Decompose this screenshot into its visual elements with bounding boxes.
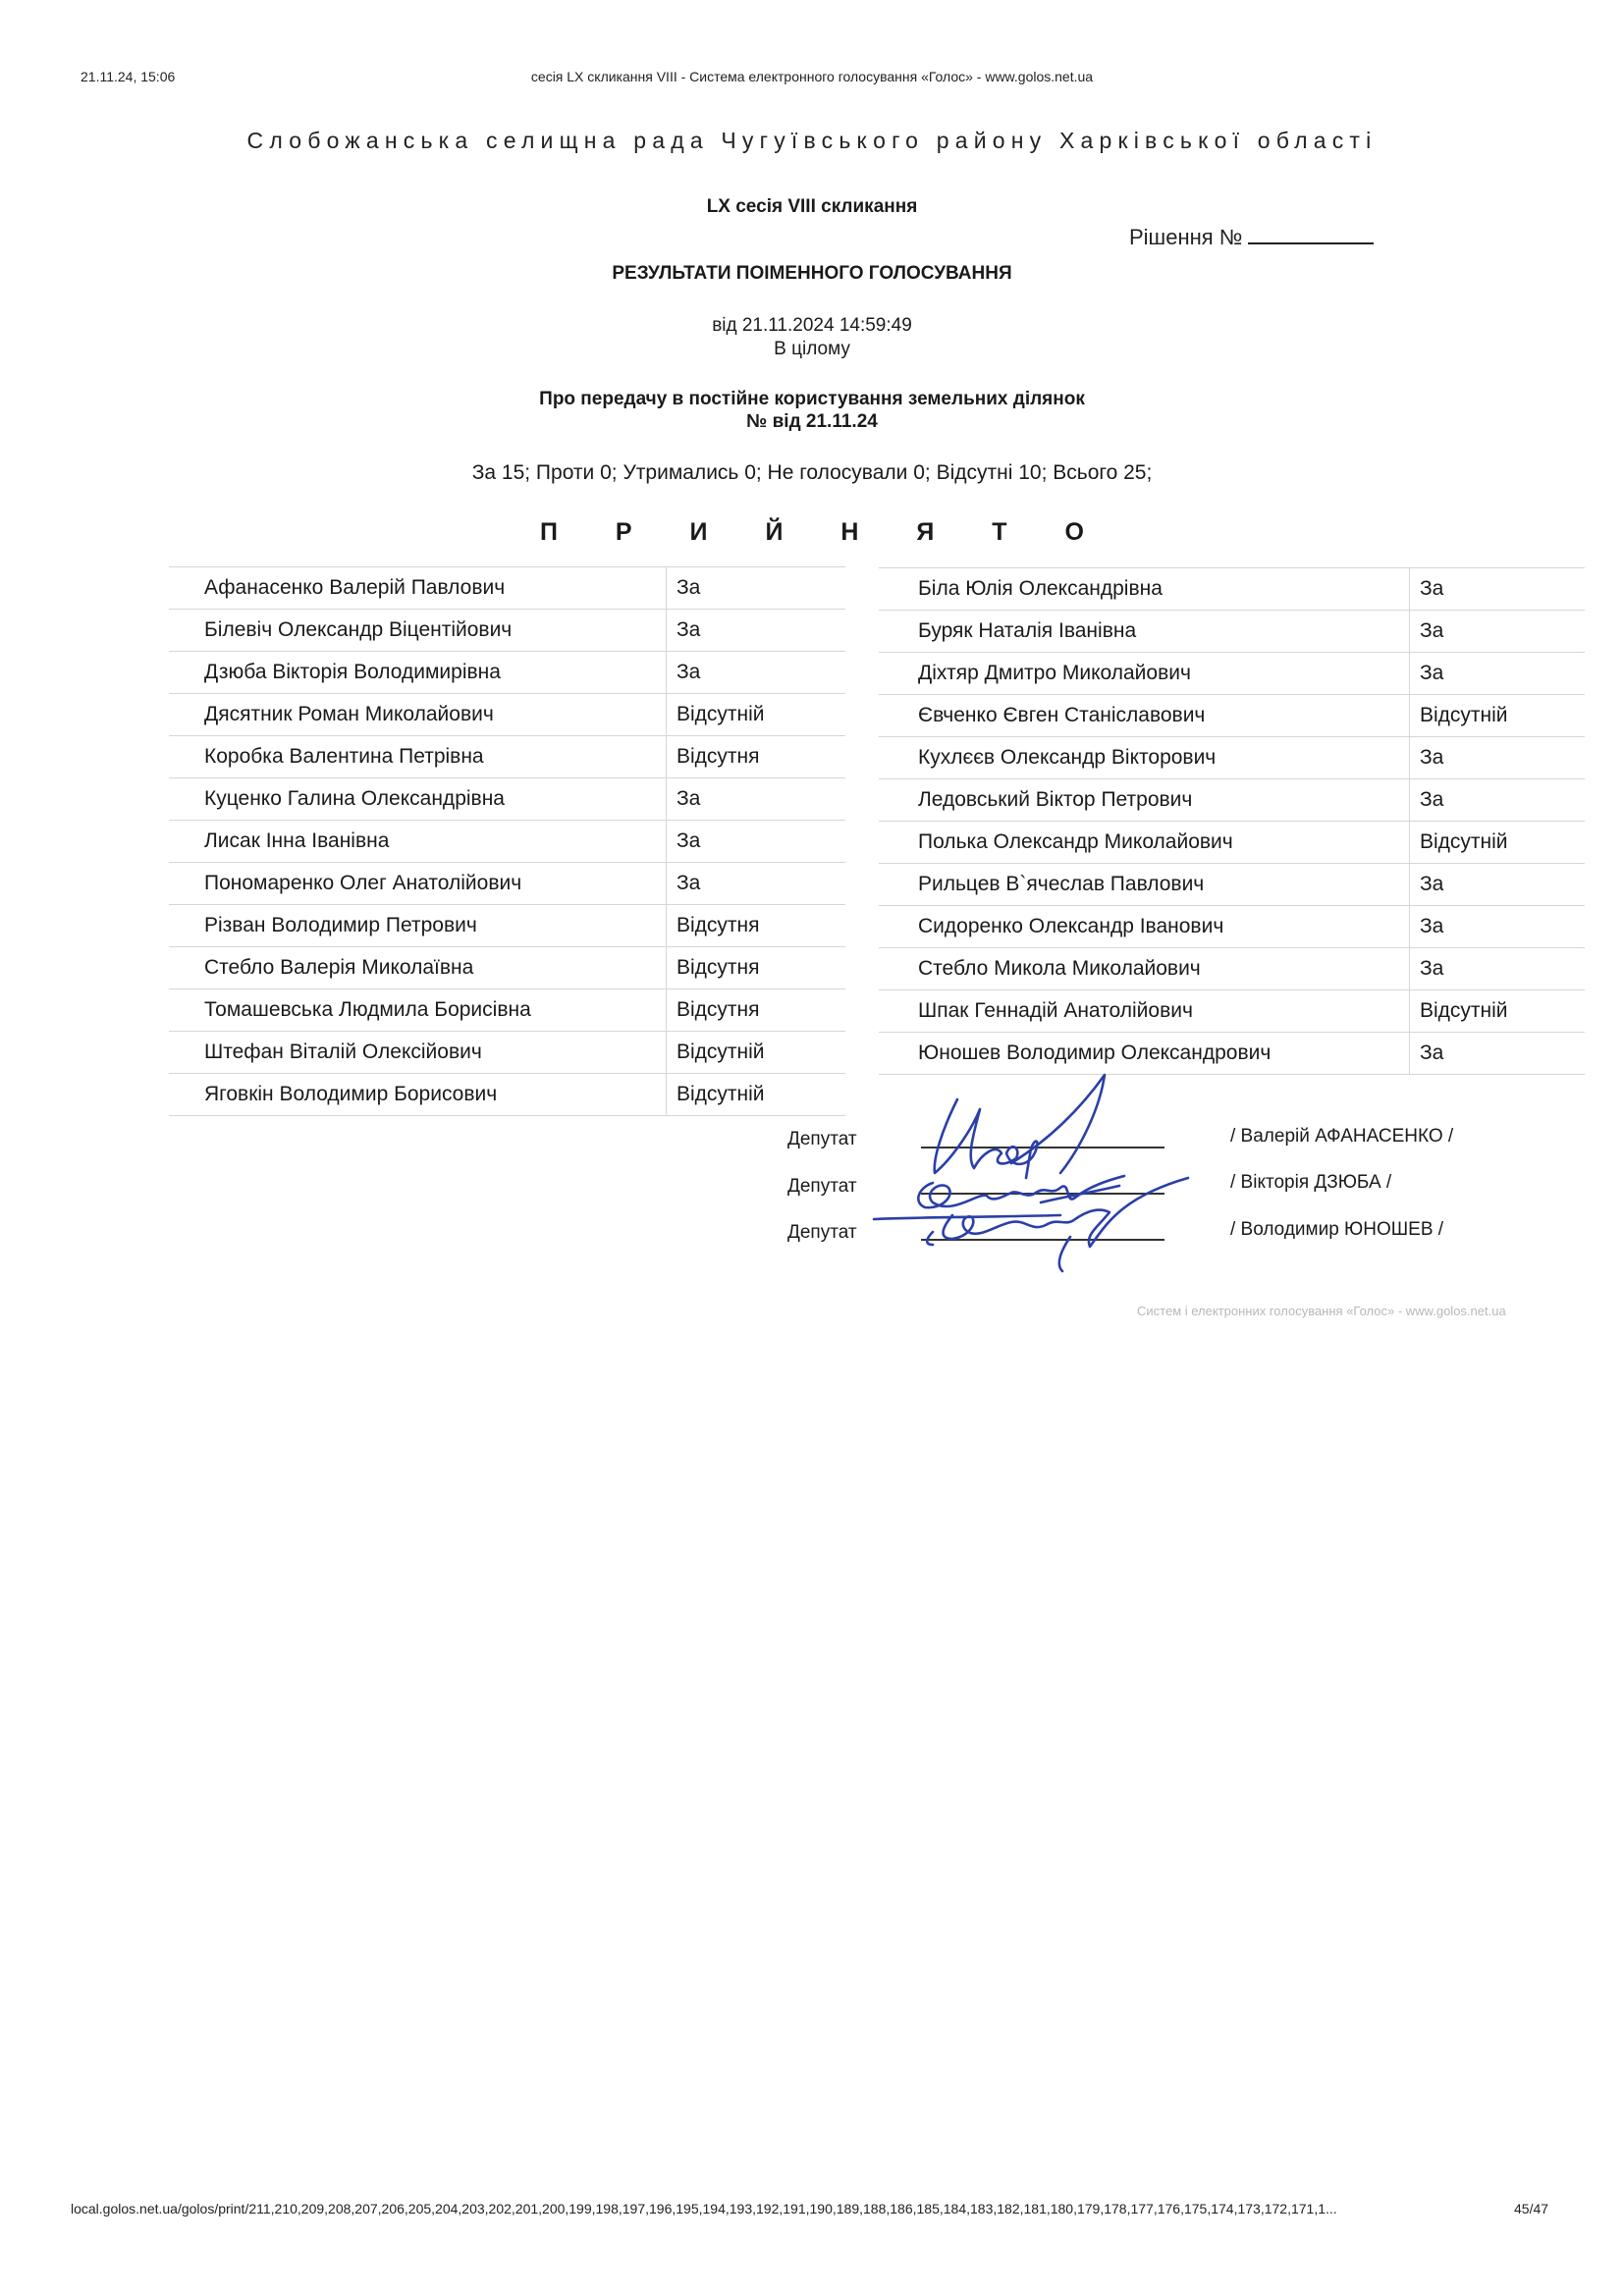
system-watermark: Систем і електронних голосування «Голос» - www.golos.net.ua	[1137, 1304, 1506, 1318]
table-row	[879, 1033, 1585, 1075]
deputy-name: Стебло Микола Миколайович	[879, 948, 1410, 990]
signature-afanasenko	[935, 1075, 1105, 1178]
table-row	[169, 989, 845, 1032]
table-row	[879, 990, 1585, 1033]
deputy-vote: За	[1410, 906, 1586, 948]
council-name: Слобожанська селищна рада Чугуївського району Харківської області	[246, 128, 1378, 153]
deputy-name: Євченко Євген Станіславович	[879, 695, 1410, 737]
left-votes-table	[169, 566, 845, 1116]
signatory-label: Депутат	[787, 1176, 857, 1197]
deputy-name: Діхтяр Дмитро Миколайович	[879, 653, 1410, 695]
deputy-vote: За	[1410, 1033, 1586, 1075]
table-row	[169, 1074, 845, 1116]
results-title: РЕЗУЛЬТАТИ ПОІМЕННОГО ГОЛОСУВАННЯ	[612, 263, 1012, 284]
deputy-vote: Відсутня	[667, 947, 846, 989]
table-row	[169, 778, 845, 821]
deputy-vote: Відсутній	[667, 1032, 846, 1074]
table-row	[879, 611, 1585, 653]
table-row	[169, 694, 845, 736]
deputy-name: Коробка Валентина Петрівна	[169, 736, 667, 778]
table-row	[169, 567, 845, 610]
table-row	[879, 779, 1585, 822]
deputy-vote: За	[667, 778, 846, 821]
table-row	[169, 947, 845, 989]
deputy-name: Шпак Геннадій Анатолійович	[879, 990, 1410, 1033]
deputy-vote: За	[1410, 948, 1586, 990]
deputy-vote: За	[1410, 653, 1586, 695]
table-row	[169, 905, 845, 947]
vote-datetime: від 21.11.2024 14:59:49	[712, 315, 912, 336]
deputy-name: Дясятник Роман Миколайович	[169, 694, 667, 736]
decision-number-blank	[1248, 225, 1374, 244]
deputy-vote: За	[667, 821, 846, 863]
signatory-name: / Володимир ЮНОШЕВ /	[1230, 1219, 1444, 1240]
table-row	[169, 821, 845, 863]
vote-result: П Р И Й Н Я Т О	[540, 518, 1110, 546]
deputy-name: Різван Володимир Петрович	[169, 905, 667, 947]
deputy-vote: За	[667, 610, 846, 652]
deputy-vote: За	[1410, 611, 1586, 653]
vote-subject-number: № від 21.11.24	[746, 411, 878, 432]
deputy-name: Афанасенко Валерій Павлович	[169, 567, 667, 610]
deputy-vote: Відсутній	[1410, 695, 1586, 737]
deputy-name: Рильцев В`ячеслав Павлович	[879, 864, 1410, 906]
table-row	[169, 610, 845, 652]
deputy-vote: Відсутній	[667, 1074, 846, 1116]
deputy-vote: За	[1410, 864, 1586, 906]
table-row	[879, 822, 1585, 864]
deputy-name: Білевіч Олександр Віцентійович	[169, 610, 667, 652]
vote-mode: В цілому	[774, 339, 850, 359]
session-title: LX сесія VIII скликання	[706, 196, 918, 217]
deputy-name: Кухлєєв Олександр Вікторович	[879, 737, 1410, 779]
deputy-vote: За	[1410, 737, 1586, 779]
deputy-name: Пономаренко Олег Анатолійович	[169, 863, 667, 905]
signatory-name: / Валерій АФАНАСЕНКО /	[1230, 1126, 1454, 1147]
deputy-vote: Відсутня	[667, 905, 846, 947]
deputy-vote: Відсутній	[667, 694, 846, 736]
deputy-vote: За	[667, 567, 846, 610]
deputy-name: Яговкін Володимир Борисович	[169, 1074, 667, 1116]
print-header-title: сесія LX скликання VIII - Система електронного голосування «Голос» - www.golos.net.ua	[530, 69, 1094, 84]
right-votes-table	[879, 567, 1585, 1075]
deputy-name: Сидоренко Олександр Іванович	[879, 906, 1410, 948]
table-row	[169, 736, 845, 778]
page-number: 45/47	[1514, 2201, 1549, 2216]
table-row	[169, 652, 845, 694]
signatory-name: / Вікторія ДЗЮБА /	[1230, 1172, 1392, 1193]
deputy-name: Біла Юлія Олександрівна	[879, 568, 1410, 611]
signatory-label: Депутат	[787, 1222, 857, 1243]
table-row	[879, 653, 1585, 695]
vote-summary: За 15; Проти 0; Утримались 0; Не голосували 0; Відсутні 10; Всього 25;	[471, 461, 1153, 484]
table-row	[169, 863, 845, 905]
decision-label: Рішення №	[1129, 225, 1243, 249]
deputy-vote: За	[667, 863, 846, 905]
deputy-name: Штефан Віталій Олексійович	[169, 1032, 667, 1074]
print-url: local.golos.net.ua/golos/print/211,210,209,208,207,206,205,204,203,202,201,200,199,198,197,196,195,194,193,192,191,190,189,188,186,185,184,183,182,181,180,179,178,177,176,175,174,173,172,171,1...	[71, 2201, 1337, 2216]
deputy-name: Куценко Галина Олександрівна	[169, 778, 667, 821]
deputy-vote: Відсутній	[1410, 990, 1586, 1033]
deputy-name: Буряк Наталія Іванівна	[879, 611, 1410, 653]
deputy-vote: За	[667, 652, 846, 694]
table-row	[879, 864, 1585, 906]
decision-number	[1129, 225, 1374, 250]
table-row	[879, 568, 1585, 611]
deputy-name: Томашевська Людмила Борисівна	[169, 989, 667, 1032]
table-row	[879, 737, 1585, 779]
table-row	[879, 906, 1585, 948]
deputy-vote: За	[1410, 568, 1586, 611]
vote-subject: Про передачу в постійне користування земельних ділянок	[539, 389, 1085, 409]
deputy-name: Юношев Володимир Олександрович	[879, 1033, 1410, 1075]
deputy-name: Дзюба Вікторія Володимирівна	[169, 652, 667, 694]
table-row	[879, 695, 1585, 737]
handwritten-signatures	[864, 1070, 1218, 1286]
signatory-label: Депутат	[787, 1129, 857, 1149]
table-row	[169, 1032, 845, 1074]
deputy-vote: Відсутня	[667, 736, 846, 778]
print-datetime: 21.11.24, 15:06	[81, 69, 176, 84]
deputy-name: Ледовський Віктор Петрович	[879, 779, 1410, 822]
signature-dziuba	[918, 1176, 1124, 1207]
deputy-name: Полька Олександр Миколайович	[879, 822, 1410, 864]
table-row	[879, 948, 1585, 990]
deputy-name: Лисак Інна Іванівна	[169, 821, 667, 863]
deputy-vote: Відсутня	[667, 989, 846, 1032]
deputy-name: Стебло Валерія Миколаївна	[169, 947, 667, 989]
deputy-vote: За	[1410, 779, 1586, 822]
deputy-vote: Відсутній	[1410, 822, 1586, 864]
